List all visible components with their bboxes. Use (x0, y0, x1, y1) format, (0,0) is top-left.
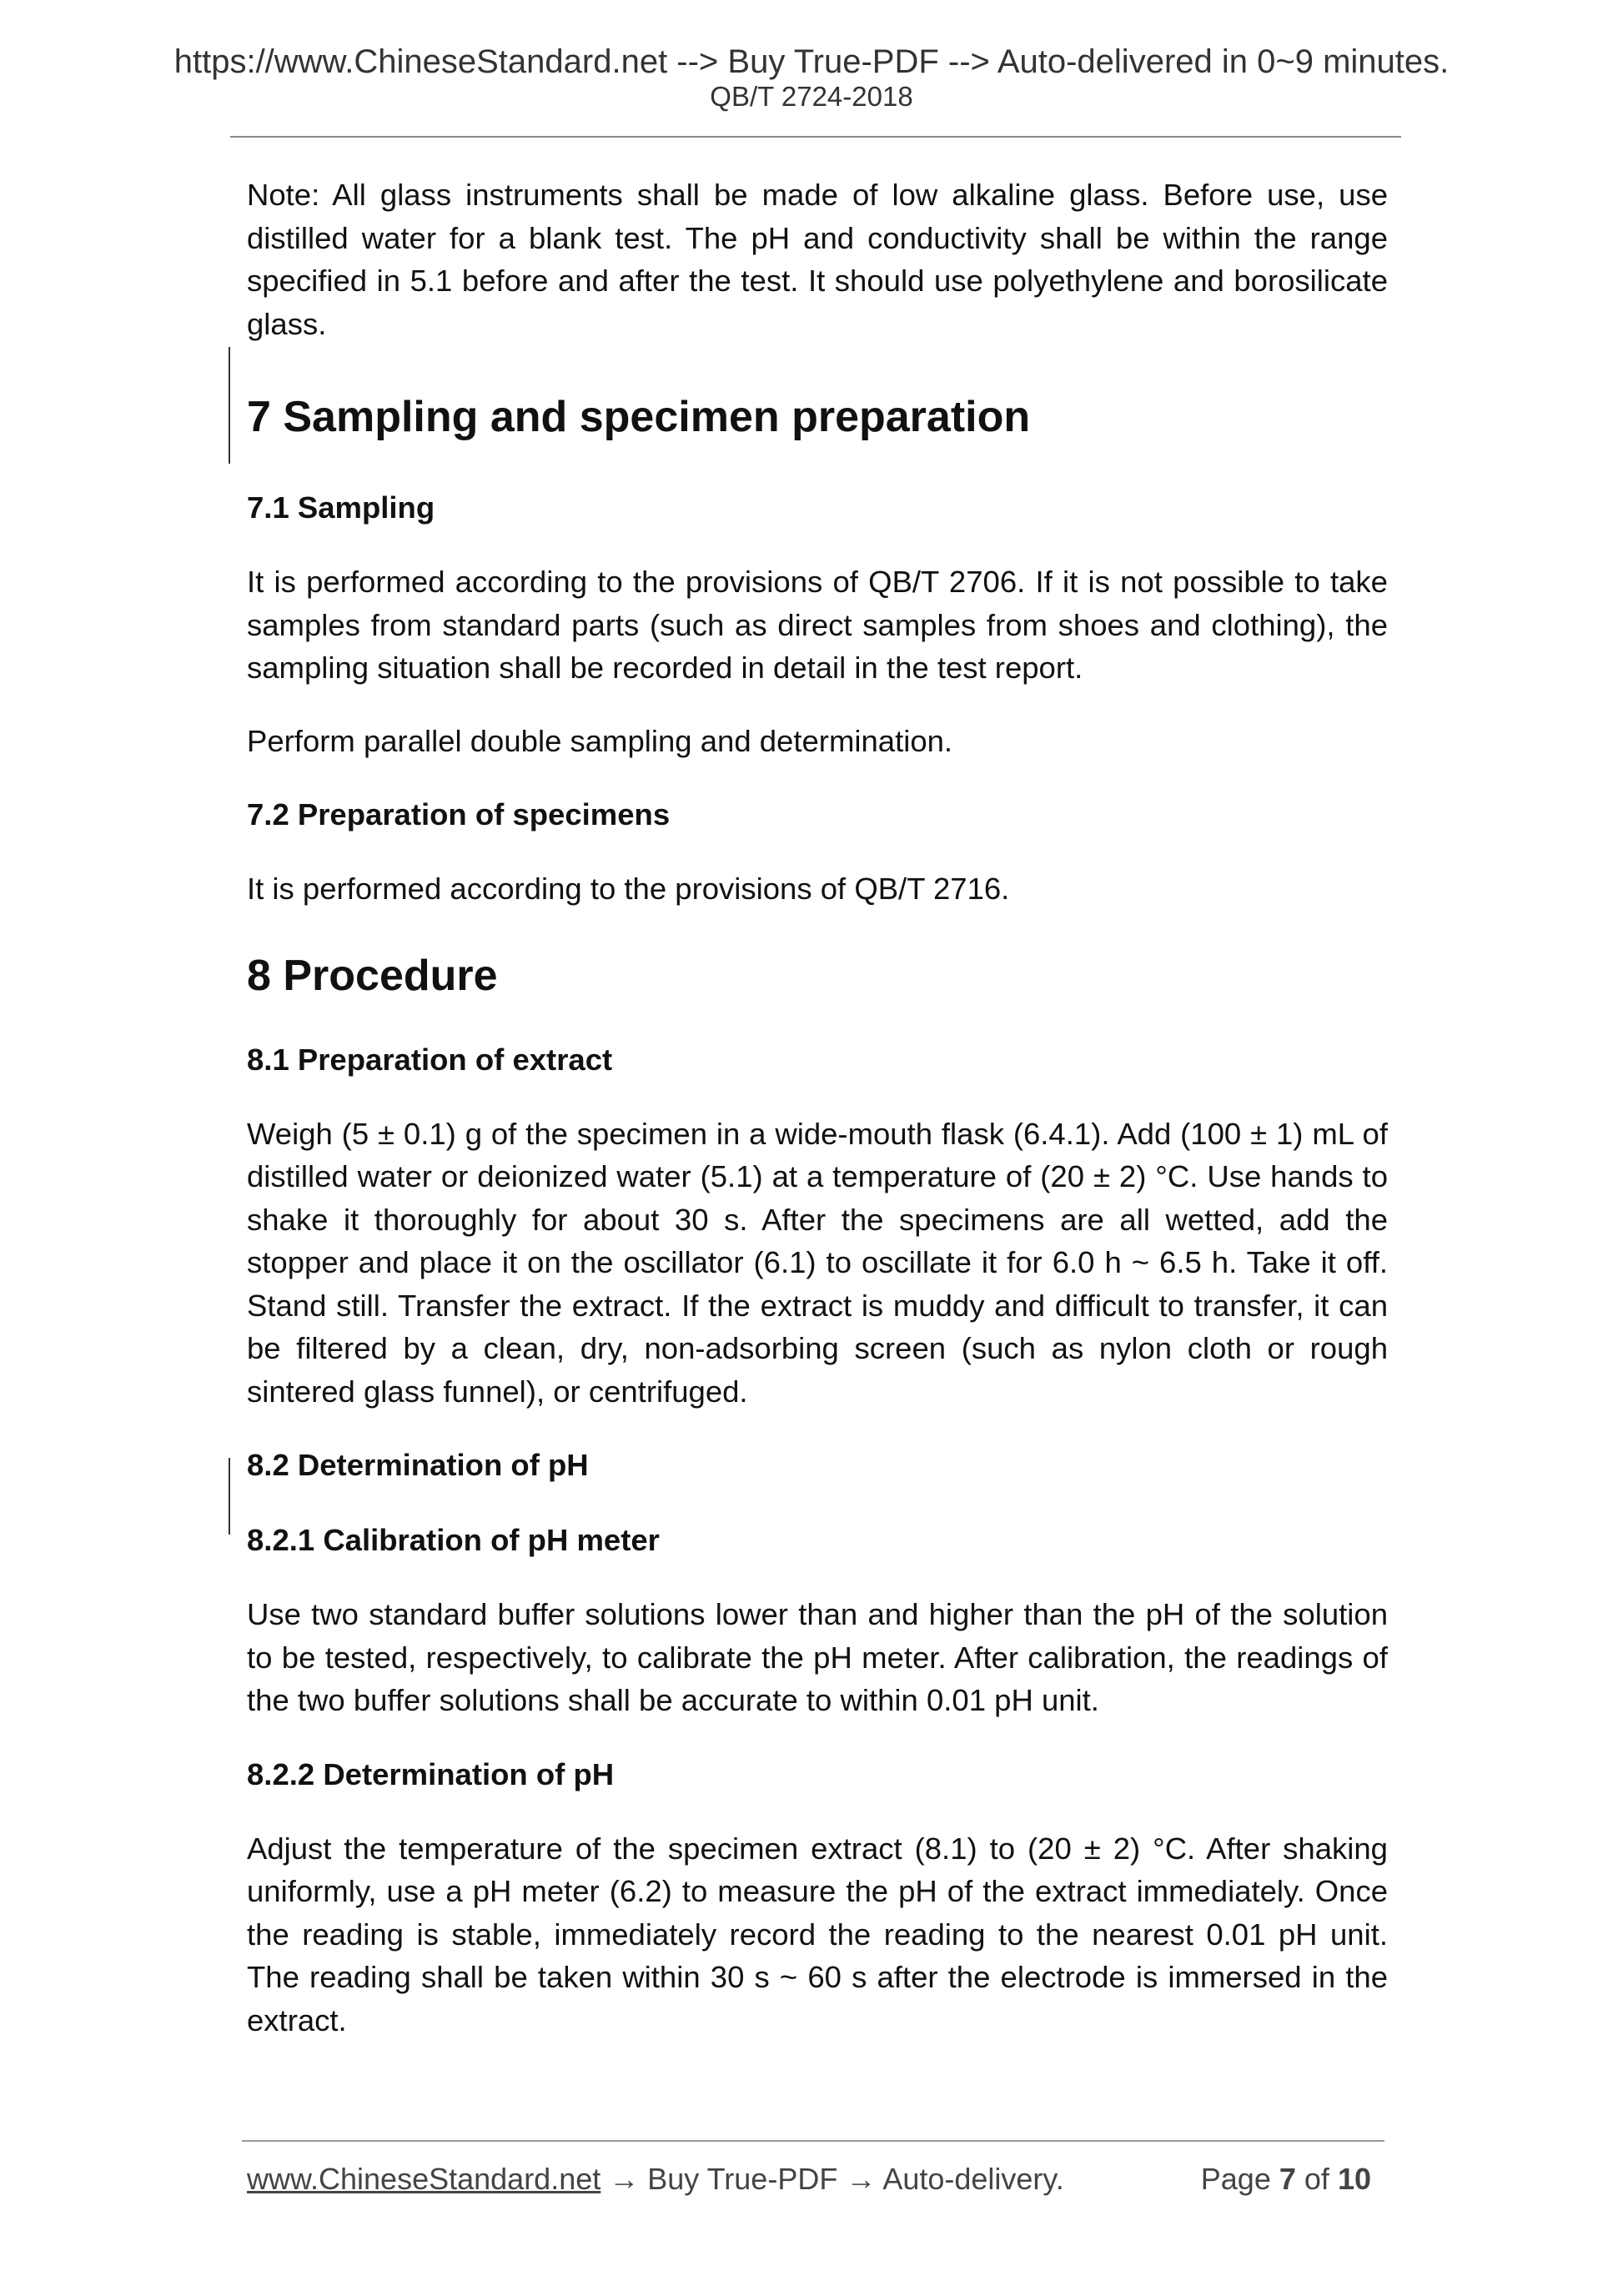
change-bar (229, 347, 230, 464)
footer-site-link[interactable]: www.ChineseStandard.net (247, 2162, 601, 2196)
of-word: of (1304, 2162, 1329, 2196)
footer-tagline: → Buy True-PDF → Auto-delivery. (600, 2162, 1064, 2196)
change-bar (229, 1458, 230, 1535)
section-8-2-1-paragraph: Use two standard buffer solutions lower than and higher than the pH of the solution to be tested, respectively, to calibrate the pH meter. After calibration, the readings of the two buffer solutions shall be accurate to within 0.01 pH unit. (247, 1597, 1388, 1717)
header-divider (230, 136, 1401, 138)
section-8-2-2-heading: 8.2.2 Determination of pH (247, 1756, 615, 1791)
section-8-2-2-paragraph: Adjust the temperature of the specimen extract (8.1) to (20 ± 2) °C. After shaking uniformly, use a pH meter (6.2) to measure the pH of the extract immediately. Once the reading is stable, immediately record the reading to the nearest 0.01 pH unit. The reading shall be taken within 30 s ~ 60 s after the electrode is immersed in the extract. (247, 1831, 1388, 2037)
page-word: Page (1200, 2162, 1271, 2196)
section-7-heading: 7 Sampling and specimen preparation (247, 393, 1031, 441)
section-8-1-heading: 8.1 Preparation of extract (247, 1042, 613, 1077)
page-content (247, 173, 1388, 2042)
footer-promo (247, 2162, 1064, 2197)
section-7-2-heading: 7.2 Preparation of specimens (247, 797, 671, 831)
document-code: QB/T 2724-2018 (710, 81, 913, 112)
section-7-1-paragraph-2: Perform parallel double sampling and determination. (247, 723, 953, 758)
page-footer (247, 2162, 1381, 2197)
page-total: 10 (1337, 2162, 1371, 2196)
section-7-1-paragraph: It is performed according to the provisions of QB/T 2706. If it is not possible to take samples from standard parts (such as direct samples from shoes and clothing), the sampling situation shall be recorded in detail in the test report. (247, 565, 1388, 685)
footer-divider (242, 2140, 1384, 2142)
note-paragraph: Note: All glass instruments shall be made of low alkaline glass. Before use, use distilled water for a blank test. The pH and conductivity shall be within the range specified in 5.1 before and after the test. It should use polyethylene and borosilicate glass. (247, 178, 1388, 341)
section-8-1-paragraph: Weigh (5 ± 0.1) g of the specimen in a wide-mouth flask (6.4.1). Add (100 ± 1) mL of distilled water or deionized water (5.1) at a temperature of (20 ± 2) °C. Use hands to shake it thoroughly for about 30 s. After the specimens are all wetted, add the stopper and place it on the oscillator (6.1) to oscillate it for 6.0 h ~ 6.5 h. Take it off. Stand still. Transfer the extract. If the extract is muddy and difficult to transfer, it can be filtered by a clean, dry, non-adsorbing screen (such as nylon cloth or rough sintered glass funnel), or centrifuged. (247, 1116, 1388, 1409)
page-number: 7 (1279, 2162, 1296, 2196)
section-8-2-heading: 8.2 Determination of pH (247, 1448, 589, 1482)
section-7-2-paragraph: It is performed according to the provisions of QB/T 2716. (247, 872, 1010, 906)
section-7-1-heading: 7.1 Sampling (247, 490, 435, 525)
section-8-heading: 8 Procedure (247, 951, 498, 1000)
section-8-2-1-heading: 8.2.1 Calibration of pH meter (247, 1523, 660, 1557)
page-indicator (1201, 2162, 1381, 2197)
top-banner[interactable]: https://www.ChineseStandard.net --> Buy True-PDF --> Auto-delivered in 0~9 minutes. (173, 43, 1450, 80)
